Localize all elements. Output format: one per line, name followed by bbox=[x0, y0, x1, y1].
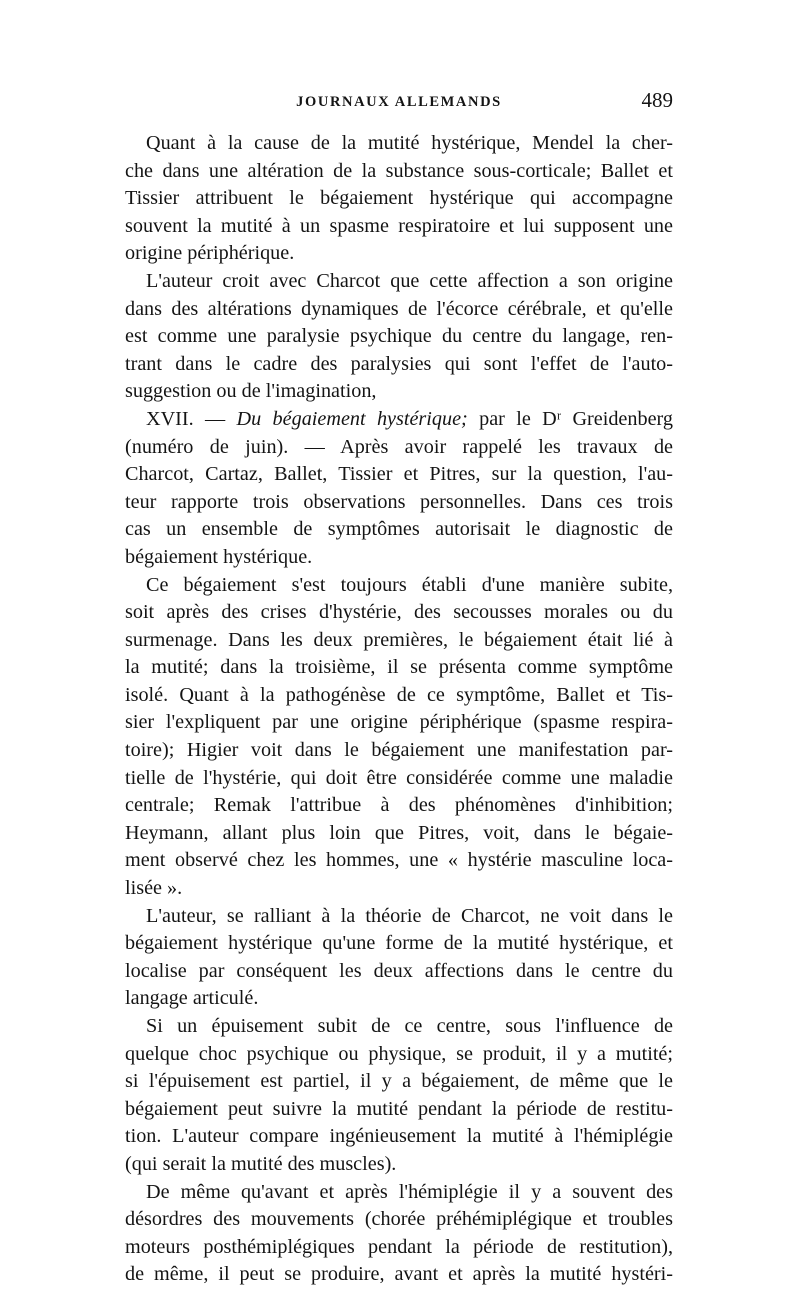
text-line: dans des altérations dynamiques de l'écorce cérébrale, et qu'elle bbox=[125, 297, 673, 320]
text-line: Ce bégaiement s'est toujours établi d'une manière subite, bbox=[146, 573, 673, 596]
section-heading-line bbox=[125, 406, 673, 434]
text-line: surmenage. Dans les deux premières, le bégaiement était lié à bbox=[125, 628, 673, 651]
text-line: bégaiement hystérique. bbox=[125, 545, 313, 568]
text-line: localise par conséquent les deux affections dans le centre du bbox=[125, 959, 673, 982]
text-line: Charcot, Cartaz, Ballet, Tissier et Pitres, sur la question, l'au- bbox=[125, 463, 673, 486]
paragraph-section-xvii bbox=[125, 406, 673, 572]
text-line: cas un ensemble de symptômes autorisait le diagnostic de bbox=[125, 518, 673, 541]
text-line: che dans une altération de la substance sous-corticale; Ballet et bbox=[125, 159, 673, 182]
text-line: Quant à la cause de la mutité hystérique, Mendel la cher- bbox=[146, 132, 673, 154]
text-line: isolé. Quant à la pathogénèse de ce symptôme, Ballet et Tis- bbox=[125, 683, 673, 706]
article-author: par le Dʳ Greidenberg bbox=[467, 407, 673, 430]
paragraph-exhaustion bbox=[125, 1013, 673, 1179]
text-line: sier l'expliquent par une origine périphérique (spasme respira- bbox=[125, 711, 673, 734]
text-line: langage articulé. bbox=[125, 987, 259, 1010]
article-title: Du bégaiement hystérique; bbox=[236, 407, 468, 430]
text-line: tion. L'auteur compare ingénieusement la mutité à l'hémiplégie bbox=[125, 1125, 673, 1148]
text-line: Heymann, allant plus loin que Pitres, voit, dans le bégaie- bbox=[125, 821, 673, 844]
text-line: ment observé chez les hommes, une « hystérie masculine loca- bbox=[125, 849, 673, 872]
text-line: origine périphérique. bbox=[125, 242, 295, 265]
body-text bbox=[125, 130, 673, 1289]
page-header bbox=[125, 88, 673, 120]
text-line: si l'épuisement est partiel, il y a bégaiement, de même que le bbox=[125, 1070, 673, 1093]
text-line: L'auteur croit avec Charcot que cette affection a son origine bbox=[146, 269, 673, 292]
text-line: centrale; Remak l'attribue à des phénomènes d'inhibition; bbox=[125, 794, 673, 817]
paragraph-author-charcot bbox=[125, 268, 673, 406]
text-line: bégaiement hystérique qu'une forme de la mutité hystérique, et bbox=[125, 932, 673, 955]
page bbox=[125, 88, 673, 1289]
paragraph-stuttering-onset bbox=[125, 572, 673, 903]
text-line: souvent la mutité à un spasme respiratoire et lui supposent une bbox=[125, 214, 673, 237]
text-line: (qui serait la mutité des muscles). bbox=[125, 1152, 397, 1175]
page-number: 489 bbox=[641, 88, 673, 112]
paragraph-hemiplegia bbox=[125, 1179, 673, 1289]
text-line: la mutité; dans la troisième, il se présenta comme symptôme bbox=[125, 656, 673, 679]
text-line: (numéro de juin). — Après avoir rappelé les travaux de bbox=[125, 435, 673, 458]
text-line: est comme une paralysie psychique du centre du langage, ren- bbox=[125, 325, 673, 348]
text-line: suggestion ou de l'imagination, bbox=[125, 380, 377, 403]
text-line: bégaiement peut suivre la mutité pendant la période de restitu- bbox=[125, 1097, 673, 1120]
section-number: XVII. — bbox=[146, 407, 237, 430]
text-line: toire); Higier voit dans le bégaiement une manifestation par- bbox=[125, 739, 673, 762]
text-line: quelque choc psychique ou physique, se produit, il y a mutité; bbox=[125, 1042, 673, 1065]
text-line: lisée ». bbox=[125, 877, 183, 900]
text-line: tielle de l'hystérie, qui doit être considérée comme une maladie bbox=[125, 766, 673, 789]
text-line: De même qu'avant et après l'hémiplégie il y a souvent des bbox=[146, 1180, 673, 1203]
paragraph-mutism-cause bbox=[125, 130, 673, 268]
text-line: de même, il peut se produire, avant et après la mutité hystéri- bbox=[125, 1263, 673, 1286]
running-head: JOURNAUX ALLEMANDS bbox=[296, 94, 502, 110]
text-line: teur rapporte trois observations personnelles. Dans ces trois bbox=[125, 490, 673, 513]
text-line: L'auteur, se ralliant à la théorie de Charcot, ne voit dans le bbox=[146, 904, 673, 927]
text-line: Si un épuisement subit de ce centre, sous l'influence de bbox=[146, 1015, 673, 1037]
paragraph-author-theory bbox=[125, 903, 673, 1013]
text-line: Tissier attribuent le bégaiement hystérique qui accompagne bbox=[125, 187, 673, 210]
text-line: moteurs posthémiplégiques pendant la période de restitution), bbox=[125, 1235, 673, 1258]
text-line: désordres des mouvements (chorée préhémiplégique et troubles bbox=[125, 1208, 673, 1231]
text-line: trant dans le cadre des paralysies qui sont l'effet de l'auto- bbox=[125, 352, 673, 375]
text-line: soit après des crises d'hystérie, des secousses morales ou du bbox=[125, 601, 673, 624]
